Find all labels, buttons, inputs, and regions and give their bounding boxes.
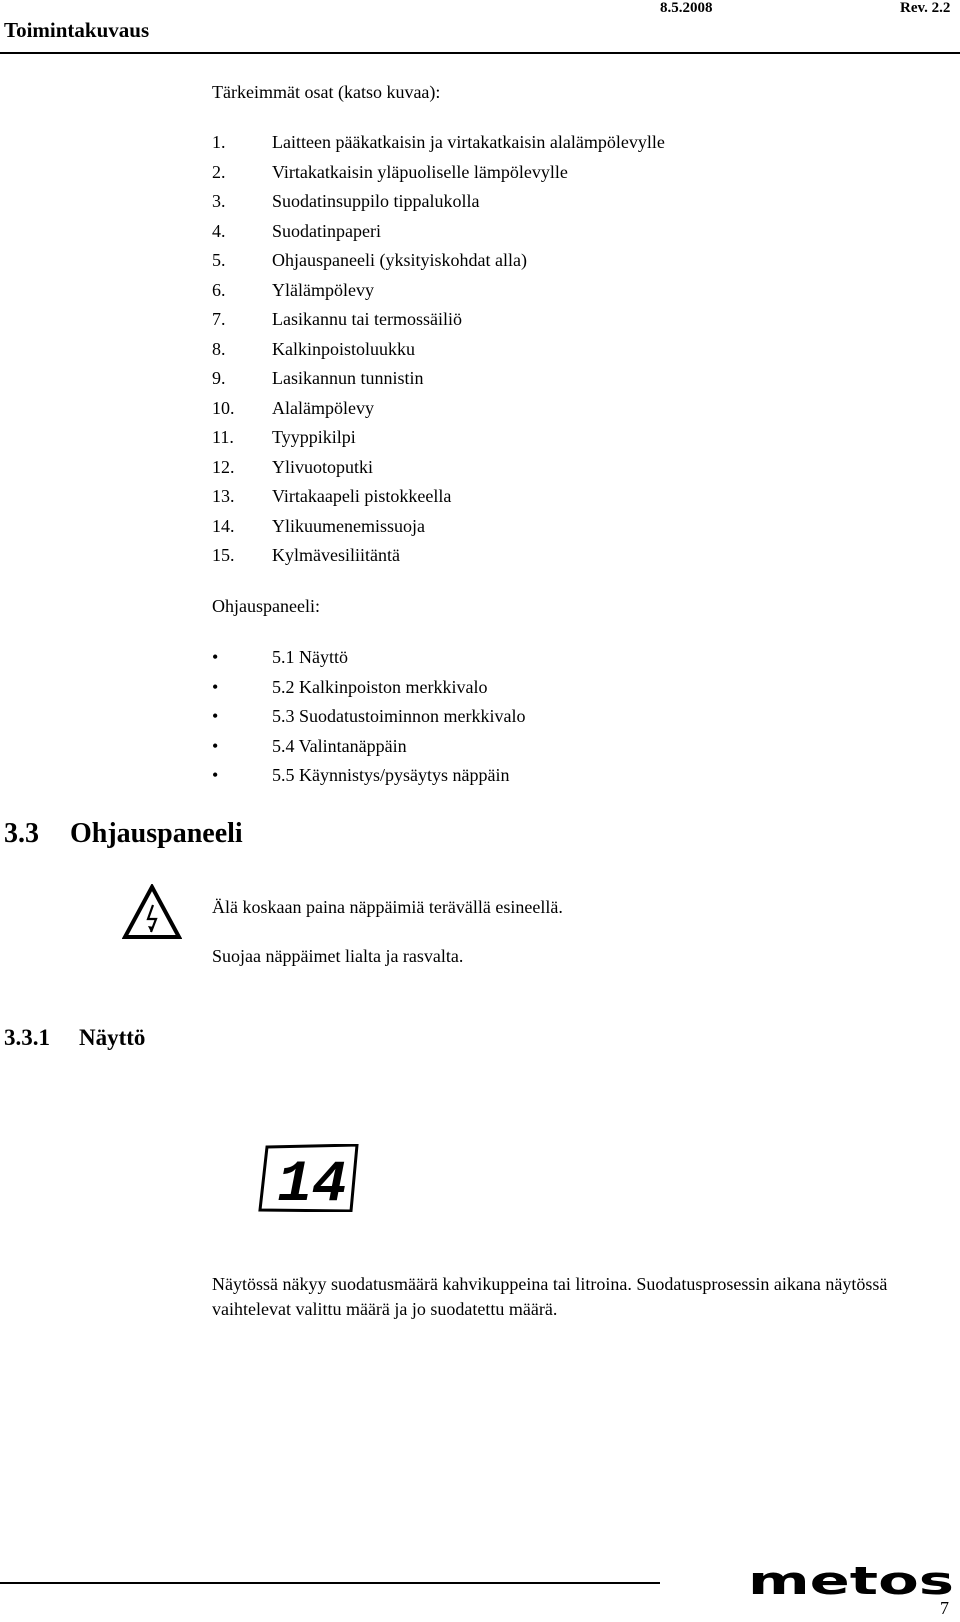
section-number: 3.3 (4, 818, 39, 849)
warning-text: Älä koskaan paina näppäimiä terävällä esineellä. (212, 897, 563, 917)
page-number: 7 (940, 1598, 949, 1618)
display-value: 14 (277, 1153, 347, 1212)
bullet-icon: • (212, 706, 219, 726)
list-item: 11. Tyyppikilpi (212, 427, 356, 447)
list-item: 10. Alalämpölevy (212, 397, 374, 418)
bullet-icon: • (212, 765, 219, 785)
list-item: 7. Lasikannu tai termossäiliö (212, 309, 462, 329)
list-item: 12. Ylivuotoputki (212, 456, 374, 477)
list-item: 13. Virtakaapeli pistokkeella (212, 486, 452, 506)
document-date: 8.5.2008 (660, 0, 713, 16)
list-item: • 5.5 Käynnistys/pysäytys näppäin (212, 761, 526, 791)
display-illustration (258, 1144, 360, 1212)
list-item: 9. Lasikannun tunnistin (212, 368, 424, 388)
list-item: 15. Kylmävesiliitäntä (212, 545, 400, 565)
bullet-icon: • (212, 647, 219, 667)
document-title: Toimintakuvaus (4, 18, 150, 42)
document-revision: Rev. 2.2 (900, 0, 951, 16)
list-item: • 5.3 Suodatustoiminnon merkkivalo (212, 702, 526, 732)
parts-intro: Tärkeimmät osat (katso kuvaa): (212, 82, 441, 102)
display-description: Näytössä näkyy suodatusmäärä kahvikuppeina tai litroina. Suodatusprosessin aikana näytössä vaihtelevat valittu määrä ja jo suodatettu määrä. (212, 1274, 888, 1319)
bullet-icon: • (212, 676, 219, 697)
electric-hazard-icon (122, 884, 182, 940)
list-item: 3. Suodatinsuppilo tippalukolla (212, 191, 480, 211)
list-item: • 5.2 Kalkinpoiston merkkivalo (212, 673, 526, 703)
svg-text:metos: metos (748, 1567, 954, 1597)
subsection-heading (4, 1025, 145, 1051)
control-panel-list (212, 643, 526, 791)
bullet-icon: • (212, 735, 219, 756)
list-item: 14. Ylikuumenemissuoja (212, 515, 425, 536)
warning-text: Suojaa näppäimet lialta ja rasvalta. (212, 946, 464, 966)
list-item: 6. Ylälämpölevy (212, 279, 374, 300)
section-heading (4, 818, 243, 850)
section-title: Ohjauspaneeli (70, 818, 243, 849)
list-item: 4. Suodatinpaperi (212, 220, 381, 241)
metos-logo (746, 1567, 956, 1597)
subsection-number: 3.3.1 (4, 1025, 50, 1050)
list-item: 5. Ohjauspaneeli (yksityiskohdat alla) (212, 250, 527, 270)
parts-list (212, 128, 665, 571)
list-item: • 5.1 Näyttö (212, 643, 526, 673)
control-panel-heading: Ohjauspaneeli: (212, 596, 320, 616)
list-item: 8. Kalkinpoistoluukku (212, 338, 415, 359)
list-item: • 5.4 Valintanäppäin (212, 732, 526, 762)
footer-rule (0, 1582, 660, 1584)
list-item: 1. Laitteen pääkatkaisin ja virtakatkaisin alalämpölevylle (212, 132, 665, 152)
subsection-title: Näyttö (79, 1025, 146, 1050)
header-rule (0, 52, 960, 54)
list-item: 2. Virtakatkaisin yläpuoliselle lämpölevylle (212, 161, 568, 182)
